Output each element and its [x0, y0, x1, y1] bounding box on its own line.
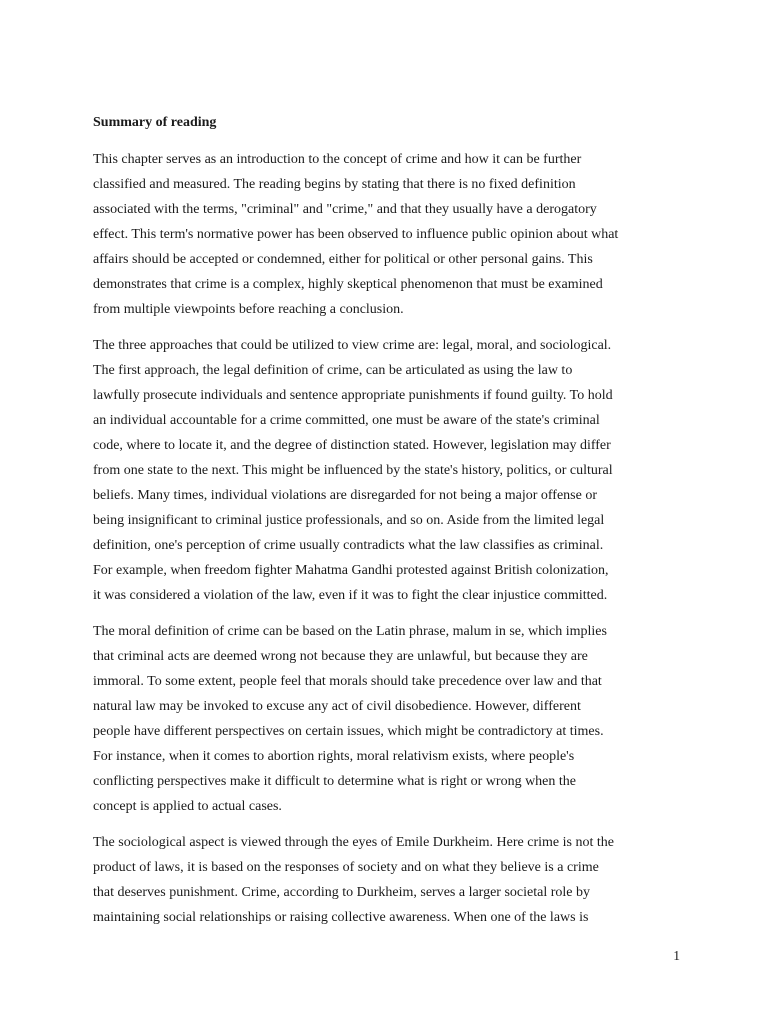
text-line: it was considered a violation of the law, even if it was to fight the clear injustice committed. — [93, 588, 608, 603]
text-line: associated with the terms, "criminal" and "crime," and that they usually have a derogatory — [93, 202, 597, 217]
page-number: 1 — [673, 948, 680, 963]
text-line: definition, one's perception of crime usually contradicts what the law classifies as criminal. — [93, 538, 604, 553]
text-line: For example, when freedom fighter Mahatma Gandhi protested against British colonization, — [93, 563, 609, 578]
text-line: people have different perspectives on certain issues, which might be contradictory at times. — [93, 724, 604, 739]
text-line: The sociological aspect is viewed through the eyes of Emile Durkheim. Here crime is not the — [93, 835, 614, 850]
text-line: that criminal acts are deemed wrong not because they are unlawful, but because they are — [93, 649, 588, 664]
paragraph-4 — [93, 830, 681, 930]
text-line: This chapter serves as an introduction to the concept of crime and how it can be further — [93, 152, 582, 167]
text-line: The three approaches that could be utilized to view crime are: legal, moral, and sociological. — [93, 338, 612, 353]
text-line: effect. This term's normative power has been observed to influence public opinion about what — [93, 227, 619, 242]
text-line: from multiple viewpoints before reaching a conclusion. — [93, 302, 404, 317]
paragraph-1 — [93, 147, 681, 322]
paragraph-3 — [93, 619, 681, 819]
text-line: The first approach, the legal definition of crime, can be articulated as using the law to — [93, 363, 573, 378]
text-line: lawfully prosecute individuals and sentence appropriate punishments if found guilty. To hold — [93, 388, 613, 403]
text-line: immoral. To some extent, people feel that morals should take precedence over law and that — [93, 674, 602, 689]
text-line: from one state to the next. This might be influenced by the state's history, politics, or cultural — [93, 463, 613, 478]
text-line: an individual accountable for a crime committed, one must be aware of the state's criminal — [93, 413, 600, 428]
section-heading: Summary of reading — [93, 115, 217, 130]
text-line: maintaining social relationships or raising collective awareness. When one of the laws is — [93, 910, 589, 925]
text-line: natural law may be invoked to excuse any act of civil disobedience. However, different — [93, 699, 581, 714]
text-line: demonstrates that crime is a complex, highly skeptical phenomenon that must be examined — [93, 277, 603, 292]
document-body — [93, 113, 681, 941]
text-line: classified and measured. The reading begins by stating that there is no fixed definition — [93, 177, 576, 192]
text-line: affairs should be accepted or condemned, either for political or other personal gains. This — [93, 252, 593, 267]
paragraph-2 — [93, 333, 681, 608]
text-line: code, where to locate it, and the degree of distinction stated. However, legislation may differ — [93, 438, 611, 453]
text-line: that deserves punishment. Crime, according to Durkheim, serves a larger societal role by — [93, 885, 590, 900]
text-line: beliefs. Many times, individual violations are disregarded for not being a major offense or — [93, 488, 597, 503]
text-line: being insignificant to criminal justice professionals, and so on. Aside from the limited legal — [93, 513, 605, 528]
text-line: conflicting perspectives make it difficult to determine what is right or wrong when the — [93, 774, 576, 789]
text-line: product of laws, it is based on the responses of society and on what they believe is a crime — [93, 860, 599, 875]
text-line: The moral definition of crime can be based on the Latin phrase, malum in se, which implies — [93, 624, 607, 639]
text-line: concept is applied to actual cases. — [93, 799, 282, 814]
text-line: For instance, when it comes to abortion rights, moral relativism exists, where people's — [93, 749, 575, 764]
